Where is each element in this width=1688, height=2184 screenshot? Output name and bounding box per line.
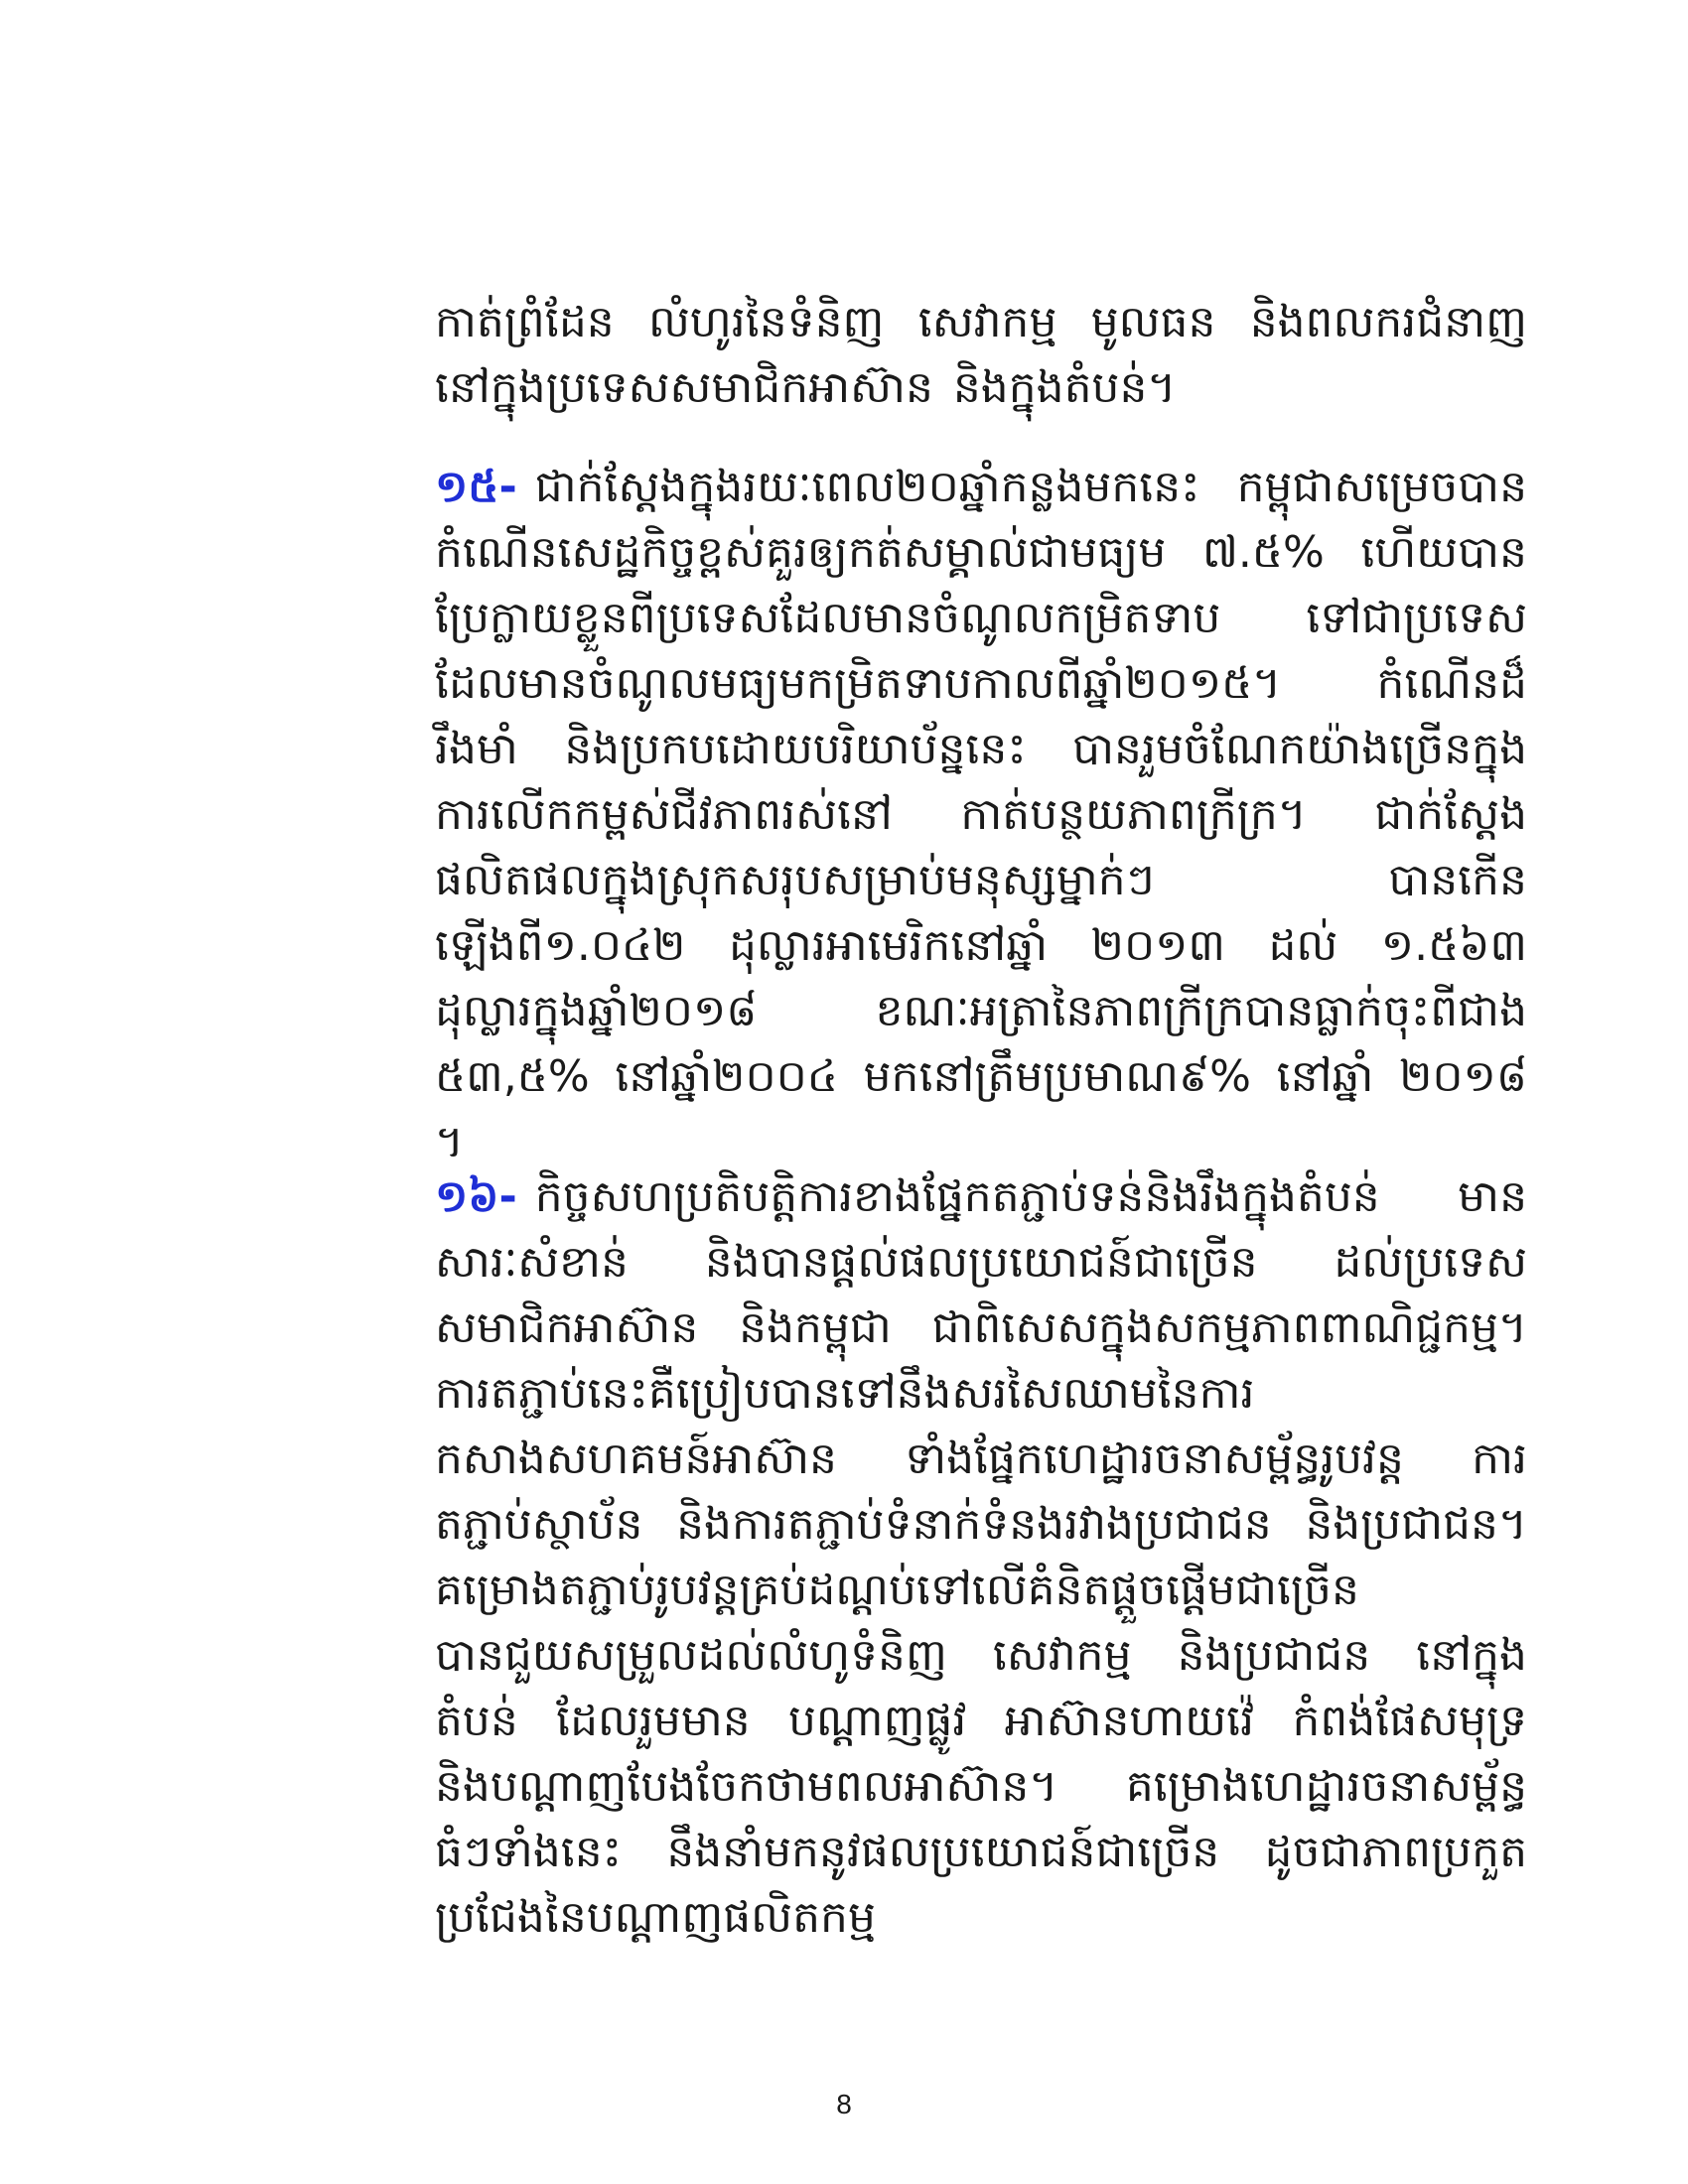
paragraph-number: ១៥- <box>435 462 517 512</box>
paragraph-15-body <box>435 455 1527 1175</box>
continuation-text: កាត់ព្រំដែន លំហូរនៃទំនិញ សេវាកម្ម មូលធន និងពលករជំនាញ នៅក្នុងប្រទេសសមាជិកអាស៊ាន និងក្នុងតំបន់។ <box>435 297 1527 413</box>
paragraph-16 <box>435 1164 1527 1951</box>
paragraph-16-body <box>435 1164 1527 1951</box>
paragraph-number: ១៦- <box>435 1171 517 1222</box>
paragraph-15 <box>435 455 1527 1175</box>
paragraph-text: ជាក់ស្តែងក្នុងរយៈពេល២០ឆ្នាំកន្លងមកនេះ កម្ពុជាសម្រេចបានកំណើនសេដ្ឋកិច្ចខ្ពស់គួរឲ្យកត់សម្គាល់ជាមធ្យម ៧.៥% ហើយបានប្រែក្លាយខ្លួនពីប្រទេសដែលមានចំណូលកម្រិតទាប ទៅជាប្រទេសដែលមានចំណូលមធ្យមកម្រិតទាបកាលពីឆ្នាំ២០១៥។ កំណើនដ៏រឹងមាំ និងប្រកបដោយបរិយាប័ន្ននេះ បានរួមចំណែកយ៉ាងច្រើនក្នុងការលើកកម្ពស់ជីវភាពរស់នៅ កាត់បន្ថយភាពក្រីក្រ។ ជាក់ស្តែងផលិតផលក្នុងស្រុកសរុបសម្រាប់មនុស្សម្នាក់ៗ បានកើនឡើងពី១.០៤២ ដុល្លារអាមេរិកនៅឆ្នាំ ២០១៣ ដល់ ១.៥៦៣ ដុល្លារក្នុងឆ្នាំ២០១៨ ខណៈអត្រានៃភាពក្រីក្របានធ្លាក់ចុះពីជាង ៥៣,៥% នៅឆ្នាំ២០០៤ មកនៅត្រឹមប្រមាណ៩% នៅឆ្នាំ ២០១៨ ។ <box>435 462 1527 1167</box>
continuation-paragraph <box>435 290 1527 421</box>
paragraph-text: កិច្ចសហប្រតិបត្តិការខាងផ្នែកតភ្ជាប់ទន់និងរឹងក្នុងតំបន់ មានសារៈសំខាន់ និងបានផ្តល់ផលប្រយោជន៍ជាច្រើន ដល់ប្រទេសសមាជិកអាស៊ាន និងកម្ពុជា ជាពិសេសក្នុងសកម្មភាពពាណិជ្ជកម្ម។ ការតភ្ជាប់នេះគឺប្រៀបបានទៅនឹងសរសៃឈាមនៃការកសាងសហគមន៍អាស៊ាន ទាំងផ្នែកហេដ្ឋារចនាសម្ព័ន្ធរូបវន្ត ការតភ្ជាប់ស្ថាប័ន និងការតភ្ជាប់ទំនាក់ទំនងរវាងប្រជាជន និងប្រជាជន។ គម្រោងតភ្ជាប់រូបវន្តគ្រប់ដណ្តប់ទៅលើគំនិតផ្តួចផ្តើមជាច្រើន បានជួយសម្រួលដល់លំហូទំនិញ សេវាកម្ម និងប្រជាជន នៅក្នុងតំបន់ ដែលរួមមាន បណ្តាញផ្លូវ អាស៊ានហាយវ៉េ កំពង់ផែសមុទ្រ និងបណ្តាញបែងចែកថាមពលអាស៊ាន។ គម្រោងហេដ្ឋារចនាសម្ព័ន្ធធំៗទាំងនេះ នឹងនាំមកនូវផលប្រយោជន៍ជាច្រើន ដូចជាភាពប្រកួតប្រជែងនៃបណ្តាញផលិតកម្ម <box>435 1171 1527 1943</box>
page-number: 8 <box>836 2089 852 2119</box>
